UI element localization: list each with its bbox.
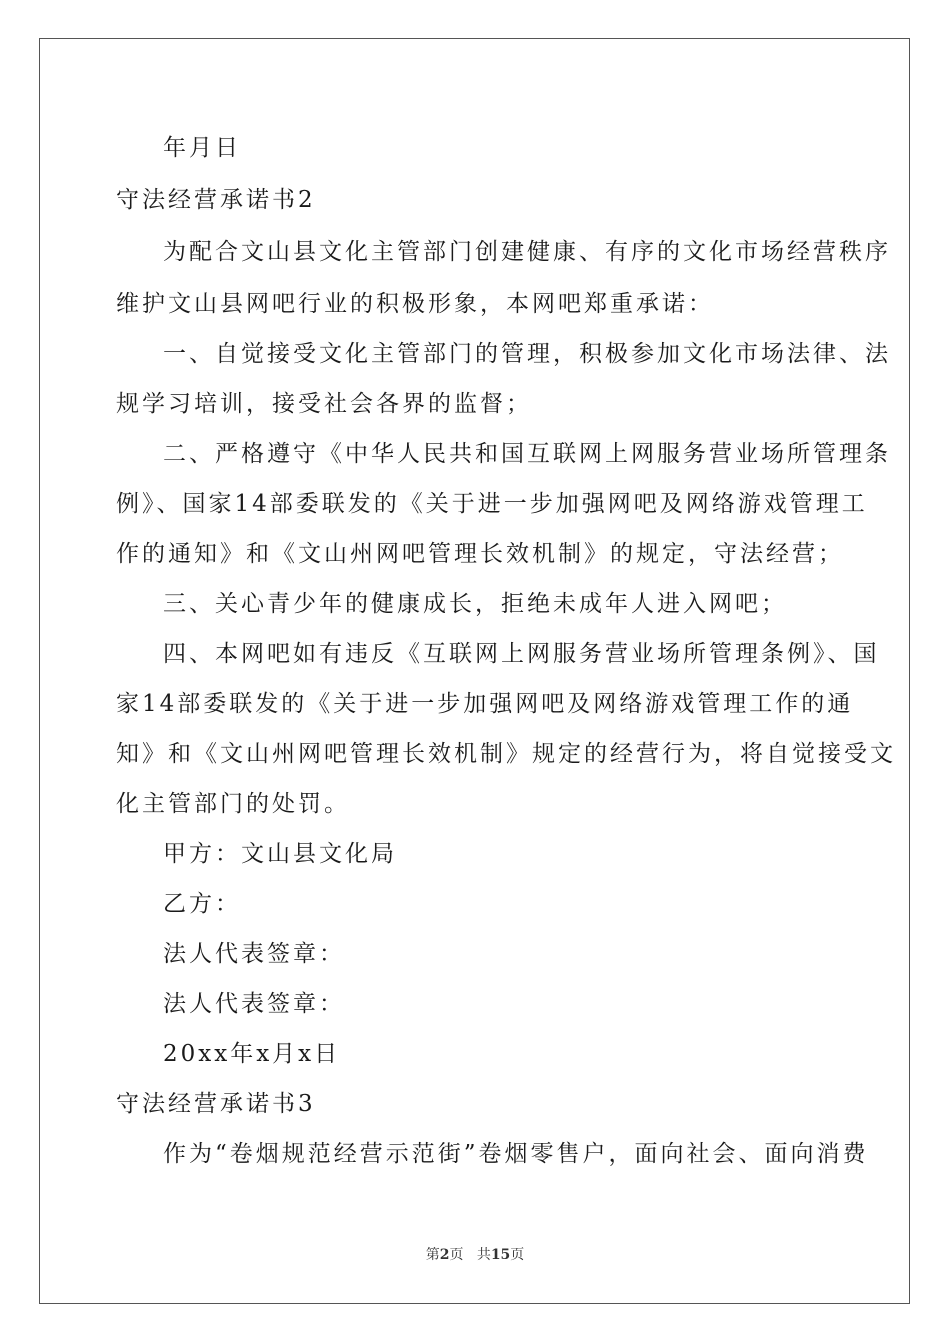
paragraph-line: 二、严格遵守《中华人民共和国互联网上网服务营业场所管理条 [163, 441, 891, 467]
paragraph-line: 维护文山县网吧行业的积极形象，本网吧郑重承诺： [116, 291, 714, 317]
paragraph-line: 四、本网吧如有违反《互联网上网服务营业场所管理条例》、国 [163, 641, 880, 667]
footer-total-suffix: 页 [510, 1247, 525, 1263]
page-footer [0, 1246, 950, 1264]
page-number: 2 [439, 1247, 450, 1263]
paragraph-line: 例》、国家14部委联发的《关于进一步加强网吧及网络游戏管理工 [116, 491, 868, 517]
paragraph-line: 作的通知》和《文山州网吧管理长效机制》的规定，守法经营； [116, 541, 844, 567]
party-a-line: 甲方：文山县文化局 [163, 841, 397, 867]
signature-line: 法人代表签章： [163, 941, 345, 967]
paragraph-line: 三、关心青少年的健康成长，拒绝未成年人进入网吧； [163, 591, 787, 617]
total-pages: 15 [490, 1247, 511, 1263]
footer-total-prefix: 共 [476, 1247, 491, 1263]
footer-page-suffix: 页 [449, 1247, 464, 1263]
paragraph-line: 为配合文山县文化主管部门创建健康、有序的文化市场经营秩序 [163, 239, 891, 265]
date-line: 年月日 [163, 135, 241, 161]
party-b-line: 乙方： [163, 891, 241, 917]
section-heading: 守法经营承诺书3 [116, 1091, 316, 1117]
paragraph-line: 家14部委联发的《关于进一步加强网吧及网络游戏管理工作的通 [116, 691, 854, 717]
paragraph-line: 作为“卷烟规范经营示范街”卷烟零售户，面向社会、面向消费 [163, 1141, 869, 1167]
footer-prefix: 第 [425, 1247, 440, 1263]
paragraph-line: 化主管部门的处罚。 [116, 791, 350, 817]
paragraph-line: 知》和《文山州网吧管理长效机制》规定的经营行为，将自觉接受文 [116, 741, 896, 767]
signature-line: 法人代表签章： [163, 991, 345, 1017]
paragraph-line: 一、自觉接受文化主管部门的管理，积极参加文化市场法律、法 [163, 341, 891, 367]
date-line: 20xx年x月x日 [163, 1041, 341, 1067]
paragraph-line: 规学习培训，接受社会各界的监督； [116, 391, 532, 417]
section-heading: 守法经营承诺书2 [116, 187, 316, 213]
